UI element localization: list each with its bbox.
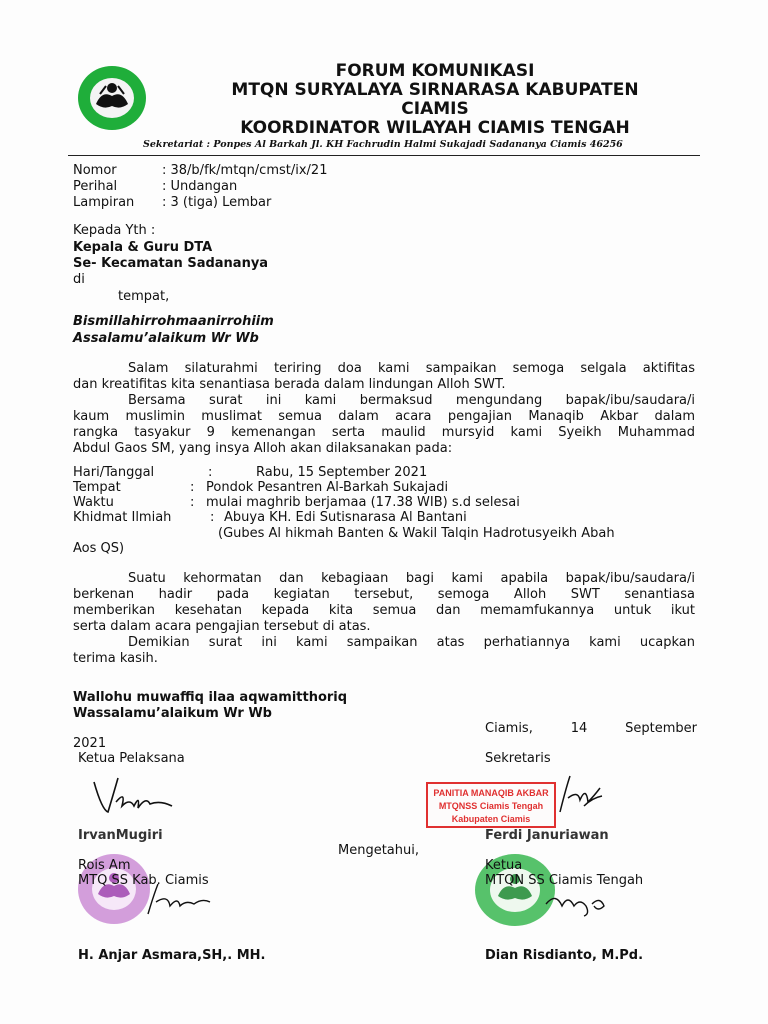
event-date-row [73, 465, 427, 481]
paragraph-closing [73, 571, 695, 667]
left-handwritten-signature [90, 772, 180, 822]
meta-value: : 38/b/fk/mtqn/cmst/ix/21 [162, 163, 328, 178]
event-speaker-row [73, 510, 467, 526]
event-colon: : [190, 495, 195, 510]
body-line: kaum muslimin muslimat semua dalam acara pengajian Manaqib Akbar dalam [73, 409, 695, 424]
meta-row-subject [73, 179, 327, 195]
meta-value: : 3 (tiga) Lembar [162, 195, 272, 210]
bottom-right-title-1: Ketua [485, 858, 523, 873]
closing-wassalam: Wassalamu’alaikum Wr Wb [73, 706, 272, 721]
body-line [73, 571, 695, 587]
event-value: mulai maghrib berjamaa (17.38 WIB) s.d selesai [206, 495, 520, 510]
bottom-right-signer-name: Dian Risdianto, M.Pd. [485, 948, 644, 963]
letterhead-line-3: CIAMIS [401, 99, 469, 119]
recipient-di: di [73, 272, 85, 287]
bottom-left-signer-name: H. Anjar Asmara,SH,. MH. [78, 948, 266, 963]
body-line [73, 361, 695, 377]
paragraph-opening [73, 361, 695, 457]
closing-wallohu: Wallohu muwaffiq ilaa aqwamitthoriq [73, 690, 348, 705]
event-place-row [73, 480, 448, 496]
event-colon: : [190, 480, 195, 495]
right-signer-name: Ferdi Januriawan [485, 828, 609, 843]
letter-meta [73, 163, 327, 211]
recipient-place: tempat, [118, 289, 170, 304]
bottom-left-handwritten-signature [140, 880, 220, 920]
bottom-right-title-2: MTQN SS Ciamis Tengah [485, 873, 644, 888]
bottom-left-title-2: MTQ SS Kab. Ciamis [78, 873, 209, 888]
recipient-name: Kepala & Guru DTA [73, 240, 213, 255]
date-place: Ciamis, [485, 721, 533, 736]
body-line [73, 635, 695, 651]
body-text: Salam silaturahmi teriring doa kami sampaikan semoga selgala aktifitas [128, 361, 695, 376]
greeting-salam: Assalamu’alaikum Wr Wb [73, 331, 259, 346]
event-label: Khidmat Ilmiah [73, 510, 172, 525]
letterhead-line-1: FORUM KOMUNIKASI [335, 61, 535, 81]
body-line: terima kasih. [73, 651, 158, 666]
body-line: rangka tasyakur 9 kemenangan serta maulid mursyid kami Syeikh Muhammad [73, 425, 695, 440]
stamp-line: PANITIA MANAQIB AKBAR [433, 788, 549, 798]
stamp-line: Kabupaten Ciamis [451, 814, 531, 824]
letterhead-line-2: MTQN SURYALAYA SIRNARASA KABUPATEN [231, 80, 639, 100]
meta-row-attachment [73, 195, 327, 211]
event-label: Waktu [73, 495, 114, 510]
greeting-basmalah: Bismillahirrohmaanirrohiim [73, 314, 274, 329]
event-speaker-note-2: Aos QS) [73, 541, 125, 556]
meta-row-number [73, 163, 327, 179]
signature-date [485, 721, 697, 737]
left-signer-name: IrvanMugiri [78, 828, 163, 843]
recipient-area: Se- Kecamatan Sadananya [73, 256, 269, 271]
organization-logo [76, 64, 148, 132]
body-line: berkenan hadir pada kegiatan tersebut, semoga Alloh SWT senantiasa [73, 587, 695, 602]
header-divider [68, 155, 700, 156]
event-colon: : [210, 510, 215, 525]
bottom-left-title-1: Rois Am [78, 858, 131, 873]
event-time-row [73, 495, 520, 511]
event-value: Rabu, 15 September 2021 [256, 465, 428, 480]
body-line: dan kreatifitas kita senantiasa berada dalam lindungan Alloh SWT. [73, 377, 506, 392]
body-line: Abdul Gaos SM, yang insya Alloh akan dilaksanakan pada: [73, 441, 453, 456]
right-signer-title: Sekretaris [485, 751, 551, 766]
date-month: September [625, 721, 697, 736]
bottom-right-handwritten-signature [540, 884, 610, 920]
event-label: Tempat [73, 480, 121, 495]
event-colon: : [208, 465, 213, 480]
body-line [73, 393, 695, 409]
body-line: serta dalam acara pengajian tersebut di atas. [73, 619, 371, 634]
recipient-block [73, 223, 268, 305]
meta-label: Lampiran [73, 195, 135, 210]
meta-value: : Undangan [162, 179, 238, 194]
event-value: Pondok Pesantren Al-Barkah Sukajadi [206, 480, 449, 495]
recipient-to: Kepada Yth : [73, 223, 156, 238]
letterhead-line-4: KOORDINATOR WILAYAH CIAMIS TENGAH [240, 118, 630, 138]
left-signer-title: Ketua Pelaksana [78, 751, 185, 766]
date-year: 2021 [73, 736, 107, 751]
date-day: 14 [570, 721, 588, 736]
committee-stamp [426, 782, 556, 828]
event-label: Hari/Tanggal [73, 465, 155, 480]
body-text: Bersama surat ini kami bermaksud mengundang bapak/ibu/saudara/i [128, 393, 695, 408]
body-line: memberikan kesehatan kepada kita semua dan memamfukannya untuk ikut [73, 603, 695, 618]
body-text: Demikian surat ini kami sampaikan atas perhatiannya kami ucapkan [128, 635, 695, 650]
secretariat-address: Sekretariat : Ponpes Al Barkah Jl. KH Fachrudin Halmi Sukajadi Sadananya Ciamis 46256 [143, 139, 623, 150]
meta-label: Nomor [73, 163, 117, 178]
body-text: Suatu kehormatan dan kebagiaan bagi kami apabila bapak/ibu/saudara/i [128, 571, 695, 586]
event-speaker-note: (Gubes Al hikmah Banten & Wakil Talqin Hadrotusyeikh Abah [218, 526, 615, 541]
stamp-line: MTQNSS Ciamis Tengah [438, 801, 544, 811]
event-value: Abuya KH. Edi Sutisnarasa Al Bantani [224, 510, 467, 525]
acknowledged-label: Mengetahui, [338, 843, 419, 858]
meta-label: Perihal [73, 179, 118, 194]
